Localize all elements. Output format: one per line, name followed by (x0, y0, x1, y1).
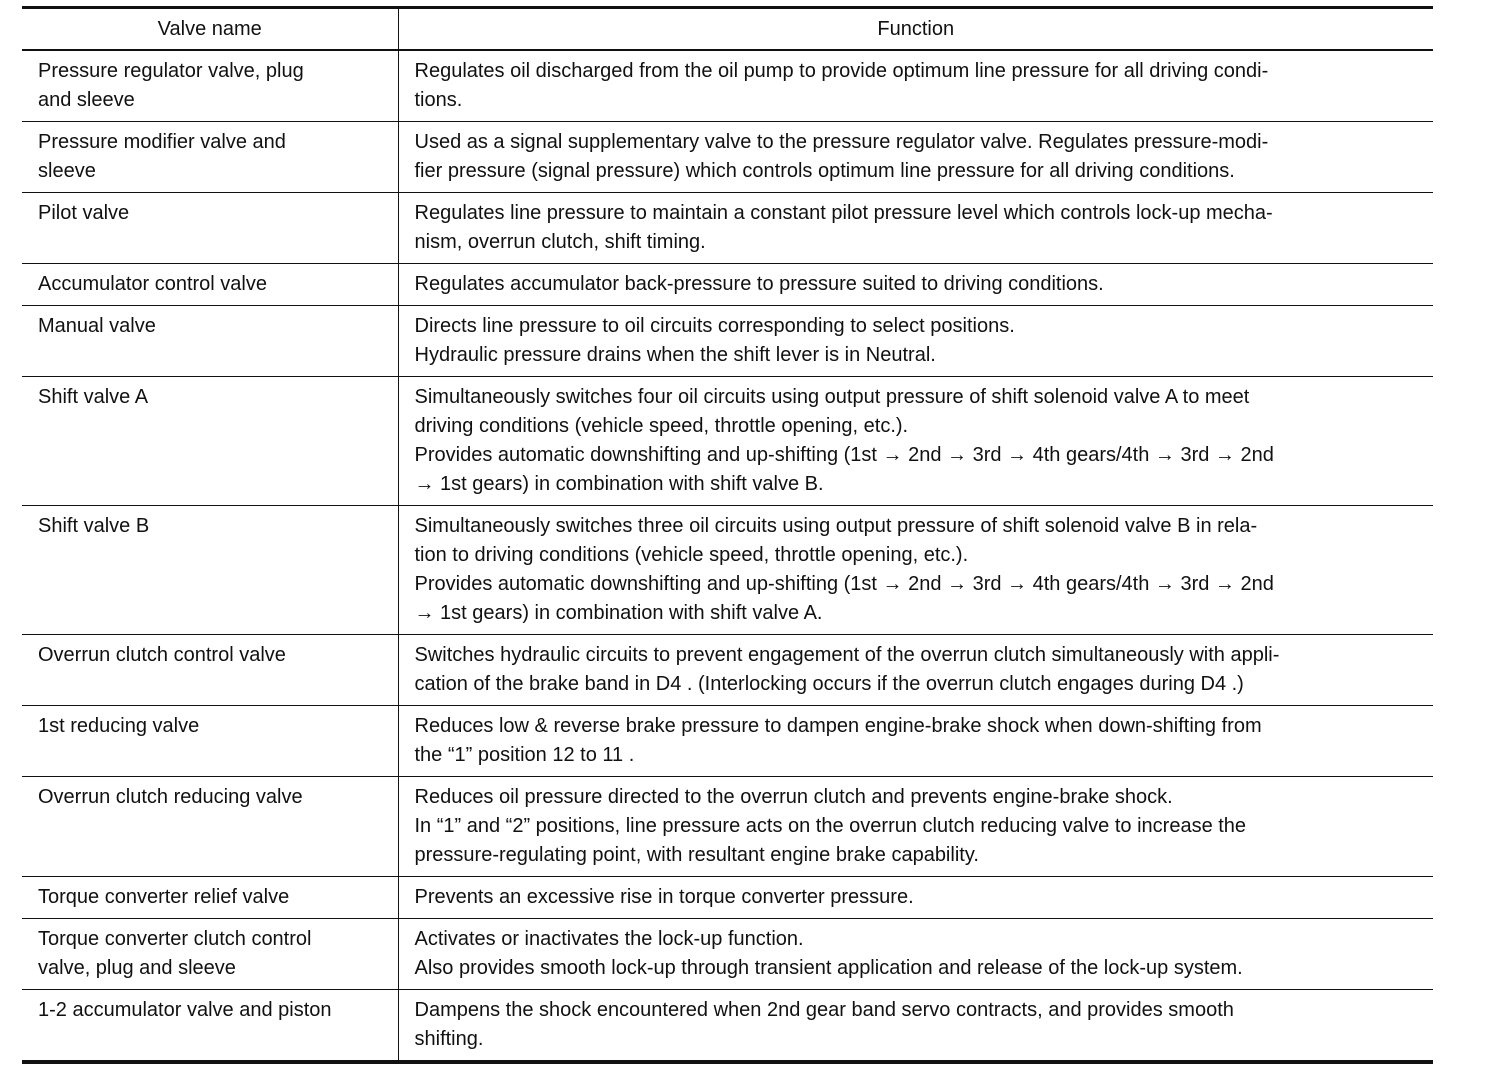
function-cell (398, 506, 1433, 635)
valve-name-line: Pressure regulator valve, plug (38, 60, 304, 82)
valve-name-cell (22, 635, 398, 706)
function-line: Regulates oil discharged from the oil pump to provide optimum line pressure for all driving condi- (414, 60, 1269, 82)
function-line: fier pressure (signal pressure) which controls optimum line pressure for all driving conditions. (414, 160, 1235, 182)
table-row (22, 377, 1433, 506)
table-row (22, 706, 1433, 777)
valve-name-line: Shift valve B (38, 515, 150, 537)
function-line: Simultaneously switches four oil circuits using output pressure of shift solenoid valve A to meet (414, 386, 1250, 408)
valve-name-line: Manual valve (38, 315, 156, 337)
function-cell (398, 777, 1433, 877)
valve-name-line: valve, plug and sleeve (38, 957, 236, 979)
valve-name-cell (22, 377, 398, 506)
table-row (22, 306, 1433, 377)
function-line: shifting. (414, 1028, 484, 1050)
function-line: Activates or inactivates the lock-up function. (414, 928, 804, 950)
function-cell (398, 306, 1433, 377)
table-body (22, 50, 1433, 1062)
table-header-row (22, 8, 1433, 51)
table-row (22, 990, 1433, 1063)
table-row (22, 122, 1433, 193)
valve-name-line: Accumulator control valve (38, 273, 267, 295)
valve-name-line: Overrun clutch reducing valve (38, 786, 303, 808)
function-cell (398, 377, 1433, 506)
function-line: Regulates accumulator back-pressure to pressure suited to driving conditions. (414, 273, 1104, 295)
table-row (22, 506, 1433, 635)
valve-function-table (22, 6, 1433, 1064)
function-line: the “1” position 12 to 11 . (414, 744, 635, 766)
valve-name-cell (22, 506, 398, 635)
valve-name-cell (22, 777, 398, 877)
valve-name-cell (22, 193, 398, 264)
function-line: Provides automatic downshifting and up-shifting (1st → 2nd → 3rd → 4th gears/4th → 3rd → 2nd (414, 573, 1274, 595)
function-line: Used as a signal supplementary valve to the pressure regulator valve. Regulates pressure-modi- (414, 131, 1269, 153)
function-line: Dampens the shock encountered when 2nd gear band servo contracts, and provides smooth (414, 999, 1234, 1021)
valve-name-cell (22, 122, 398, 193)
valve-name-line: 1-2 accumulator valve and piston (38, 999, 332, 1021)
function-line: pressure-regulating point, with resultant engine brake capability. (414, 844, 979, 866)
function-cell (398, 264, 1433, 306)
table-row (22, 50, 1433, 122)
valve-name-cell (22, 264, 398, 306)
function-line: In “1” and “2” positions, line pressure acts on the overrun clutch reducing valve to increase the (414, 815, 1247, 837)
function-cell (398, 706, 1433, 777)
valve-name-cell (22, 706, 398, 777)
table-row (22, 777, 1433, 877)
valve-name-line: 1st reducing valve (38, 715, 200, 737)
function-cell (398, 122, 1433, 193)
table-row (22, 635, 1433, 706)
valve-name-cell (22, 877, 398, 919)
function-cell (398, 193, 1433, 264)
function-line: Regulates line pressure to maintain a constant pilot pressure level which controls lock-up mecha- (414, 202, 1273, 224)
header-function: Function (877, 17, 955, 40)
function-line: nism, overrun clutch, shift timing. (414, 231, 706, 253)
table-row (22, 919, 1433, 990)
function-cell (398, 919, 1433, 990)
function-cell (398, 50, 1433, 122)
valve-name-line: Pressure modifier valve and (38, 131, 286, 153)
function-cell (398, 990, 1433, 1063)
function-line: Switches hydraulic circuits to prevent engagement of the overrun clutch simultaneously with appli- (414, 644, 1280, 666)
function-line: → 1st gears) in combination with shift valve B. (414, 473, 824, 495)
valve-name-line: sleeve (38, 160, 96, 182)
function-line: tion to driving conditions (vehicle speed, throttle opening, etc.). (414, 544, 969, 566)
function-line: Reduces oil pressure directed to the overrun clutch and prevents engine-brake shock. (414, 786, 1173, 808)
function-line: Prevents an excessive rise in torque converter pressure. (414, 886, 914, 908)
table-row (22, 193, 1433, 264)
table-row (22, 264, 1433, 306)
header-valve-name: Valve name (22, 8, 398, 51)
valve-name-line: Shift valve A (38, 386, 149, 408)
valve-name-cell (22, 990, 398, 1063)
valve-name-cell (22, 50, 398, 122)
function-line: tions. (414, 89, 463, 111)
function-cell (398, 635, 1433, 706)
function-line: Hydraulic pressure drains when the shift lever is in Neutral. (414, 344, 936, 366)
valve-name-cell (22, 306, 398, 377)
table-row (22, 877, 1433, 919)
valve-name-line: Torque converter clutch control (38, 928, 312, 950)
valve-name-line: and sleeve (38, 89, 135, 111)
function-line: driving conditions (vehicle speed, throttle opening, etc.). (414, 415, 909, 437)
function-cell (398, 877, 1433, 919)
valve-name-cell (22, 919, 398, 990)
function-line: Reduces low & reverse brake pressure to dampen engine-brake shock when down-shifting from (414, 715, 1262, 737)
function-line: Directs line pressure to oil circuits corresponding to select positions. (414, 315, 1015, 337)
function-line: Also provides smooth lock-up through transient application and release of the lock-up system. (414, 957, 1243, 979)
valve-name-line: Pilot valve (38, 202, 130, 224)
function-line: cation of the brake band in D4 . (Interlocking occurs if the overrun clutch engages during D4 .) (414, 673, 1244, 695)
function-line: Simultaneously switches three oil circuits using output pressure of shift solenoid valve B in rela- (414, 515, 1258, 537)
valve-name-line: Torque converter relief valve (38, 886, 290, 908)
function-line: Provides automatic downshifting and up-shifting (1st → 2nd → 3rd → 4th gears/4th → 3rd → 2nd (414, 444, 1274, 466)
valve-name-line: Overrun clutch control valve (38, 644, 286, 666)
function-line: → 1st gears) in combination with shift valve A. (414, 602, 823, 624)
